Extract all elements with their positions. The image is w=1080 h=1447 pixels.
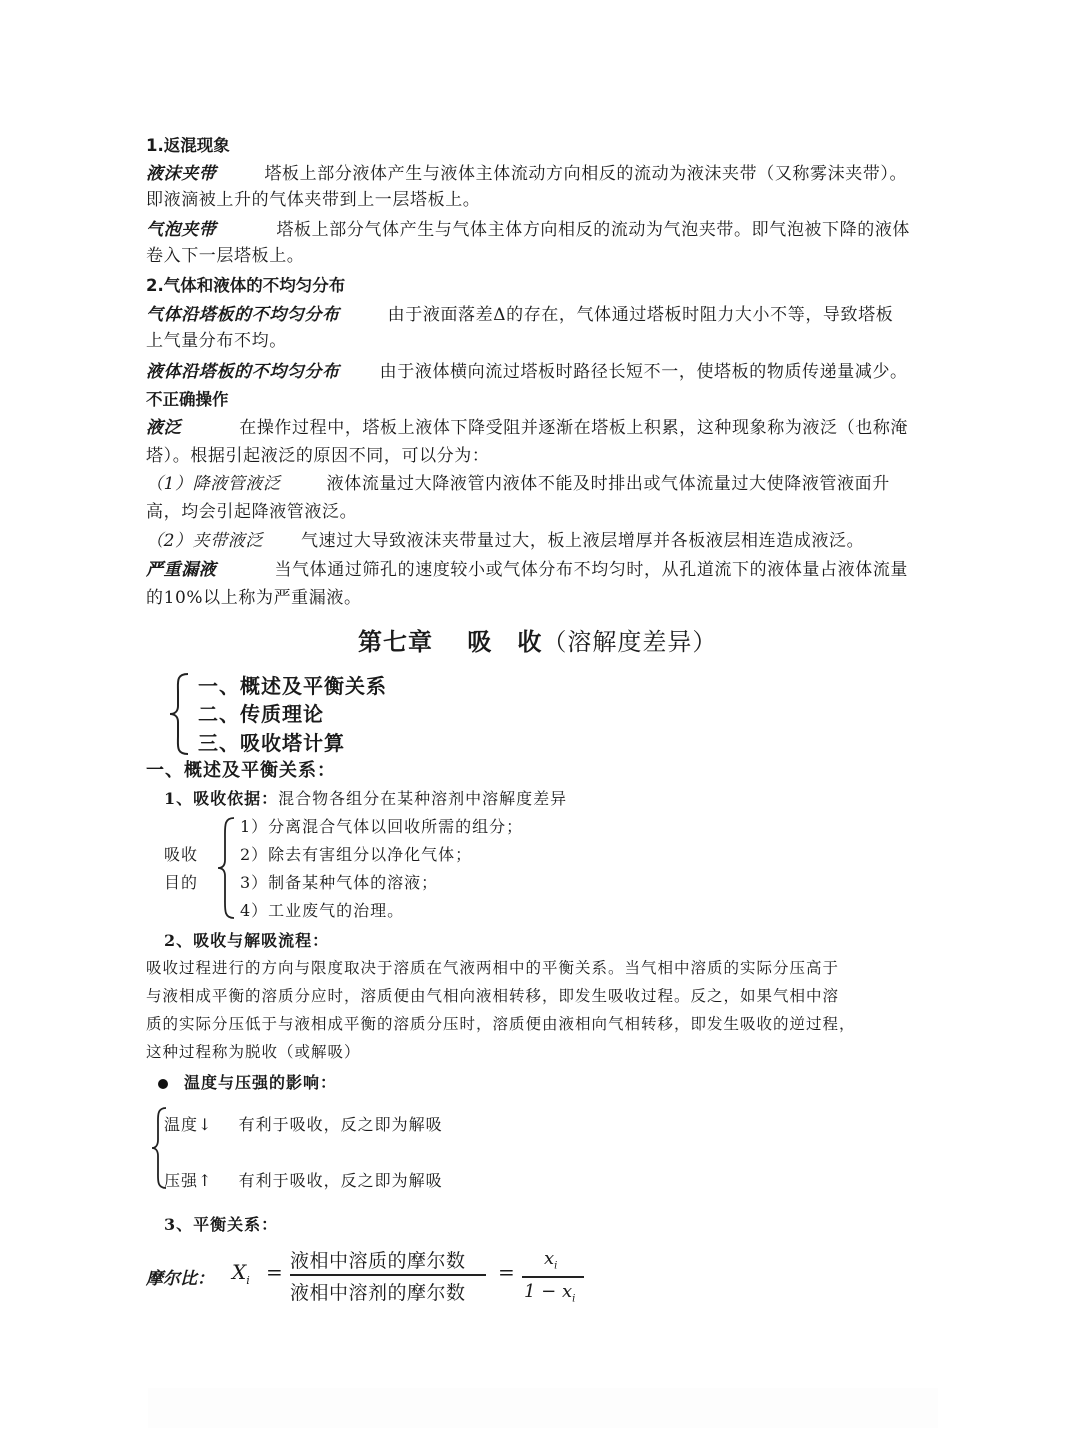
outline-item-1: 一、概述及平衡关系 — [198, 674, 387, 698]
formula-label: 摩尔比： — [146, 1269, 214, 1289]
entrain-flood-text1: 气速过大导致液沫夹带量过大，板上液层增厚并各板液层相连造成液泛。 — [301, 531, 865, 551]
term-gas-maldist: 气体沿塔板的不均匀分布 — [146, 305, 340, 325]
flow-line-1: 吸收过程进行的方向与限度取决于溶质在气液两相中的平衡关系。当气相中溶质的实际分压高于 — [146, 959, 840, 977]
term-flooding: 液泛 — [146, 418, 182, 438]
chapter-title — [358, 622, 717, 657]
formula-denominator: 液相中溶剂的摩尔数 — [290, 1282, 466, 1304]
formula-den2-var: 1 − x — [524, 1281, 573, 1302]
temperature-row — [164, 1112, 443, 1135]
term-liquid-entrainment: 液沫夹带 — [146, 164, 217, 184]
purpose-item-4: 4）工业废气的治理。 — [240, 901, 405, 920]
purpose-item-3: 3）制备某种气体的溶液； — [240, 873, 439, 892]
formula-lhs — [232, 1260, 250, 1287]
faint-bottom-band — [148, 1388, 938, 1428]
flow-line-2: 与液相成平衡的溶质分应时，溶质便由气相向液相转移，即发生吸收过程。反之，如果气相中溶 — [146, 987, 840, 1005]
term-liquid-maldist: 液体沿塔板的不均匀分布 — [146, 362, 340, 382]
purpose-label-2: 目的 — [164, 873, 199, 892]
purpose-brace — [216, 816, 238, 920]
heading-backmixing: 1.返混现象 — [146, 136, 230, 155]
flood-line1 — [146, 414, 908, 442]
flood-text1: 在操作过程中，塔板上液体下降受阻并逐渐在塔板上积累，这种现象称为液泛（也称淹 — [239, 418, 909, 438]
flow-line-4: 这种过程称为脱收（或解吸） — [146, 1043, 361, 1061]
flow-line-3: 质的实际分压低于与液相成平衡的溶质分压时，溶质便由液相向气相转移，即发生吸收的逆过程， — [146, 1015, 856, 1033]
formula-equals-2: = — [498, 1260, 515, 1284]
term-downcomer-flood: （1）降液管液泛 — [146, 474, 281, 494]
bubble-text1: 塔板上部分气体产生与气体主体方向相反的流动为气泡夹带。即气泡被下降的液体 — [276, 220, 911, 240]
basis-text: 混合物各组分在某种溶剂中溶解度差异 — [278, 789, 568, 808]
purpose-item-1: 1）分离混合气体以回收所需的组分； — [240, 817, 524, 836]
basis-label: 1、吸收依据： — [164, 789, 279, 808]
entrain-flood-line1 — [146, 527, 864, 555]
gas-maldist-line1 — [146, 301, 893, 329]
heading-improper-operation: 不正确操作 — [146, 390, 229, 409]
influence-heading — [158, 1070, 337, 1093]
pressure-row — [164, 1168, 443, 1191]
liquid-maldist-text1: 由于液体横向流过塔板时路径长短不一，使塔板的物质传递量减少。 — [379, 362, 908, 382]
equilibrium-label: 3、平衡关系： — [164, 1215, 279, 1234]
purpose-item-2: 2）除去有害组分以净化气体； — [240, 845, 473, 864]
term-bubble-entrainment: 气泡夹带 — [146, 220, 217, 240]
bubble-line2: 卷入下一层塔板上。 — [146, 246, 305, 266]
flow-label: 2、吸收与解吸流程： — [164, 931, 330, 950]
chapter-subtitle: （溶解度差异） — [542, 628, 718, 656]
formula-num2-sub: i — [554, 1260, 558, 1272]
formula-num2-var: x — [544, 1248, 555, 1269]
downcomer-line1 — [146, 470, 890, 498]
heading-maldistribution: 2.气体和液体的不均匀分布 — [146, 276, 346, 295]
gas-maldist-text1: 由于液面落差Δ的存在，气体通过塔板时阻力大小不等，导致塔板 — [387, 305, 894, 325]
entrainment-line1 — [146, 160, 907, 188]
formula-denominator-2 — [524, 1281, 575, 1305]
weeping-line1 — [146, 556, 908, 584]
chapter-title-main: 第七章 吸 收 — [358, 628, 543, 656]
liquid-maldist-line1 — [146, 358, 908, 386]
outline-brace — [168, 672, 192, 756]
formula-fraction-bar-1 — [290, 1274, 486, 1276]
formula-numerator: 液相中溶质的摩尔数 — [290, 1250, 466, 1272]
weeping-line2: 的10%以上称为严重漏液。 — [146, 588, 362, 608]
formula-numerator-2 — [544, 1248, 557, 1272]
formula-lhs-var: X — [232, 1260, 247, 1284]
formula-fraction-bar-2 — [522, 1276, 584, 1278]
influence-label: 温度与压强的影响： — [184, 1073, 338, 1092]
pressure-label: 压强↑ — [164, 1171, 213, 1190]
formula-den2-sub: i — [572, 1293, 576, 1305]
purpose-label-1: 吸收 — [164, 845, 199, 864]
bubble-line1 — [146, 216, 910, 244]
formula-lhs-sub: i — [246, 1274, 250, 1287]
downcomer-line2: 高，均会引起降液管液泛。 — [146, 502, 358, 522]
temperature-text: 有利于吸收，反之即为解吸 — [238, 1115, 443, 1134]
part1-heading: 一、概述及平衡关系： — [146, 760, 336, 781]
formula-equals-1: = — [266, 1260, 283, 1284]
entrainment-text1: 塔板上部分液体产生与液体主体流动方向相反的流动为液沫夹带（又称雾沫夹带）。 — [264, 164, 908, 184]
entrainment-line2: 即液滴被上升的气体夹带到上一层塔板上。 — [146, 190, 481, 210]
downcomer-text1: 液体流量过大降液管内液体不能及时排出或气体流量过大使降液管液面升 — [326, 474, 890, 494]
absorption-basis — [164, 786, 567, 809]
weeping-text1: 当气体通过筛孔的速度较小或气体分布不均匀时，从孔道流下的液体量占液体流量 — [274, 560, 909, 580]
term-entrain-flood: （2）夹带液泛 — [146, 531, 264, 551]
outline-item-2: 二、传质理论 — [198, 702, 324, 726]
temperature-label: 温度↓ — [164, 1115, 213, 1134]
pressure-text: 有利于吸收，反之即为解吸 — [238, 1171, 443, 1190]
flood-line2: 塔）。根据引起液泛的原因不同，可以分为： — [146, 446, 490, 466]
outline-item-3: 三、吸收塔计算 — [198, 731, 345, 755]
bullet-icon — [158, 1079, 168, 1089]
gas-maldist-line2: 上气量分布不均。 — [146, 331, 287, 351]
term-weeping: 严重漏液 — [146, 560, 217, 580]
